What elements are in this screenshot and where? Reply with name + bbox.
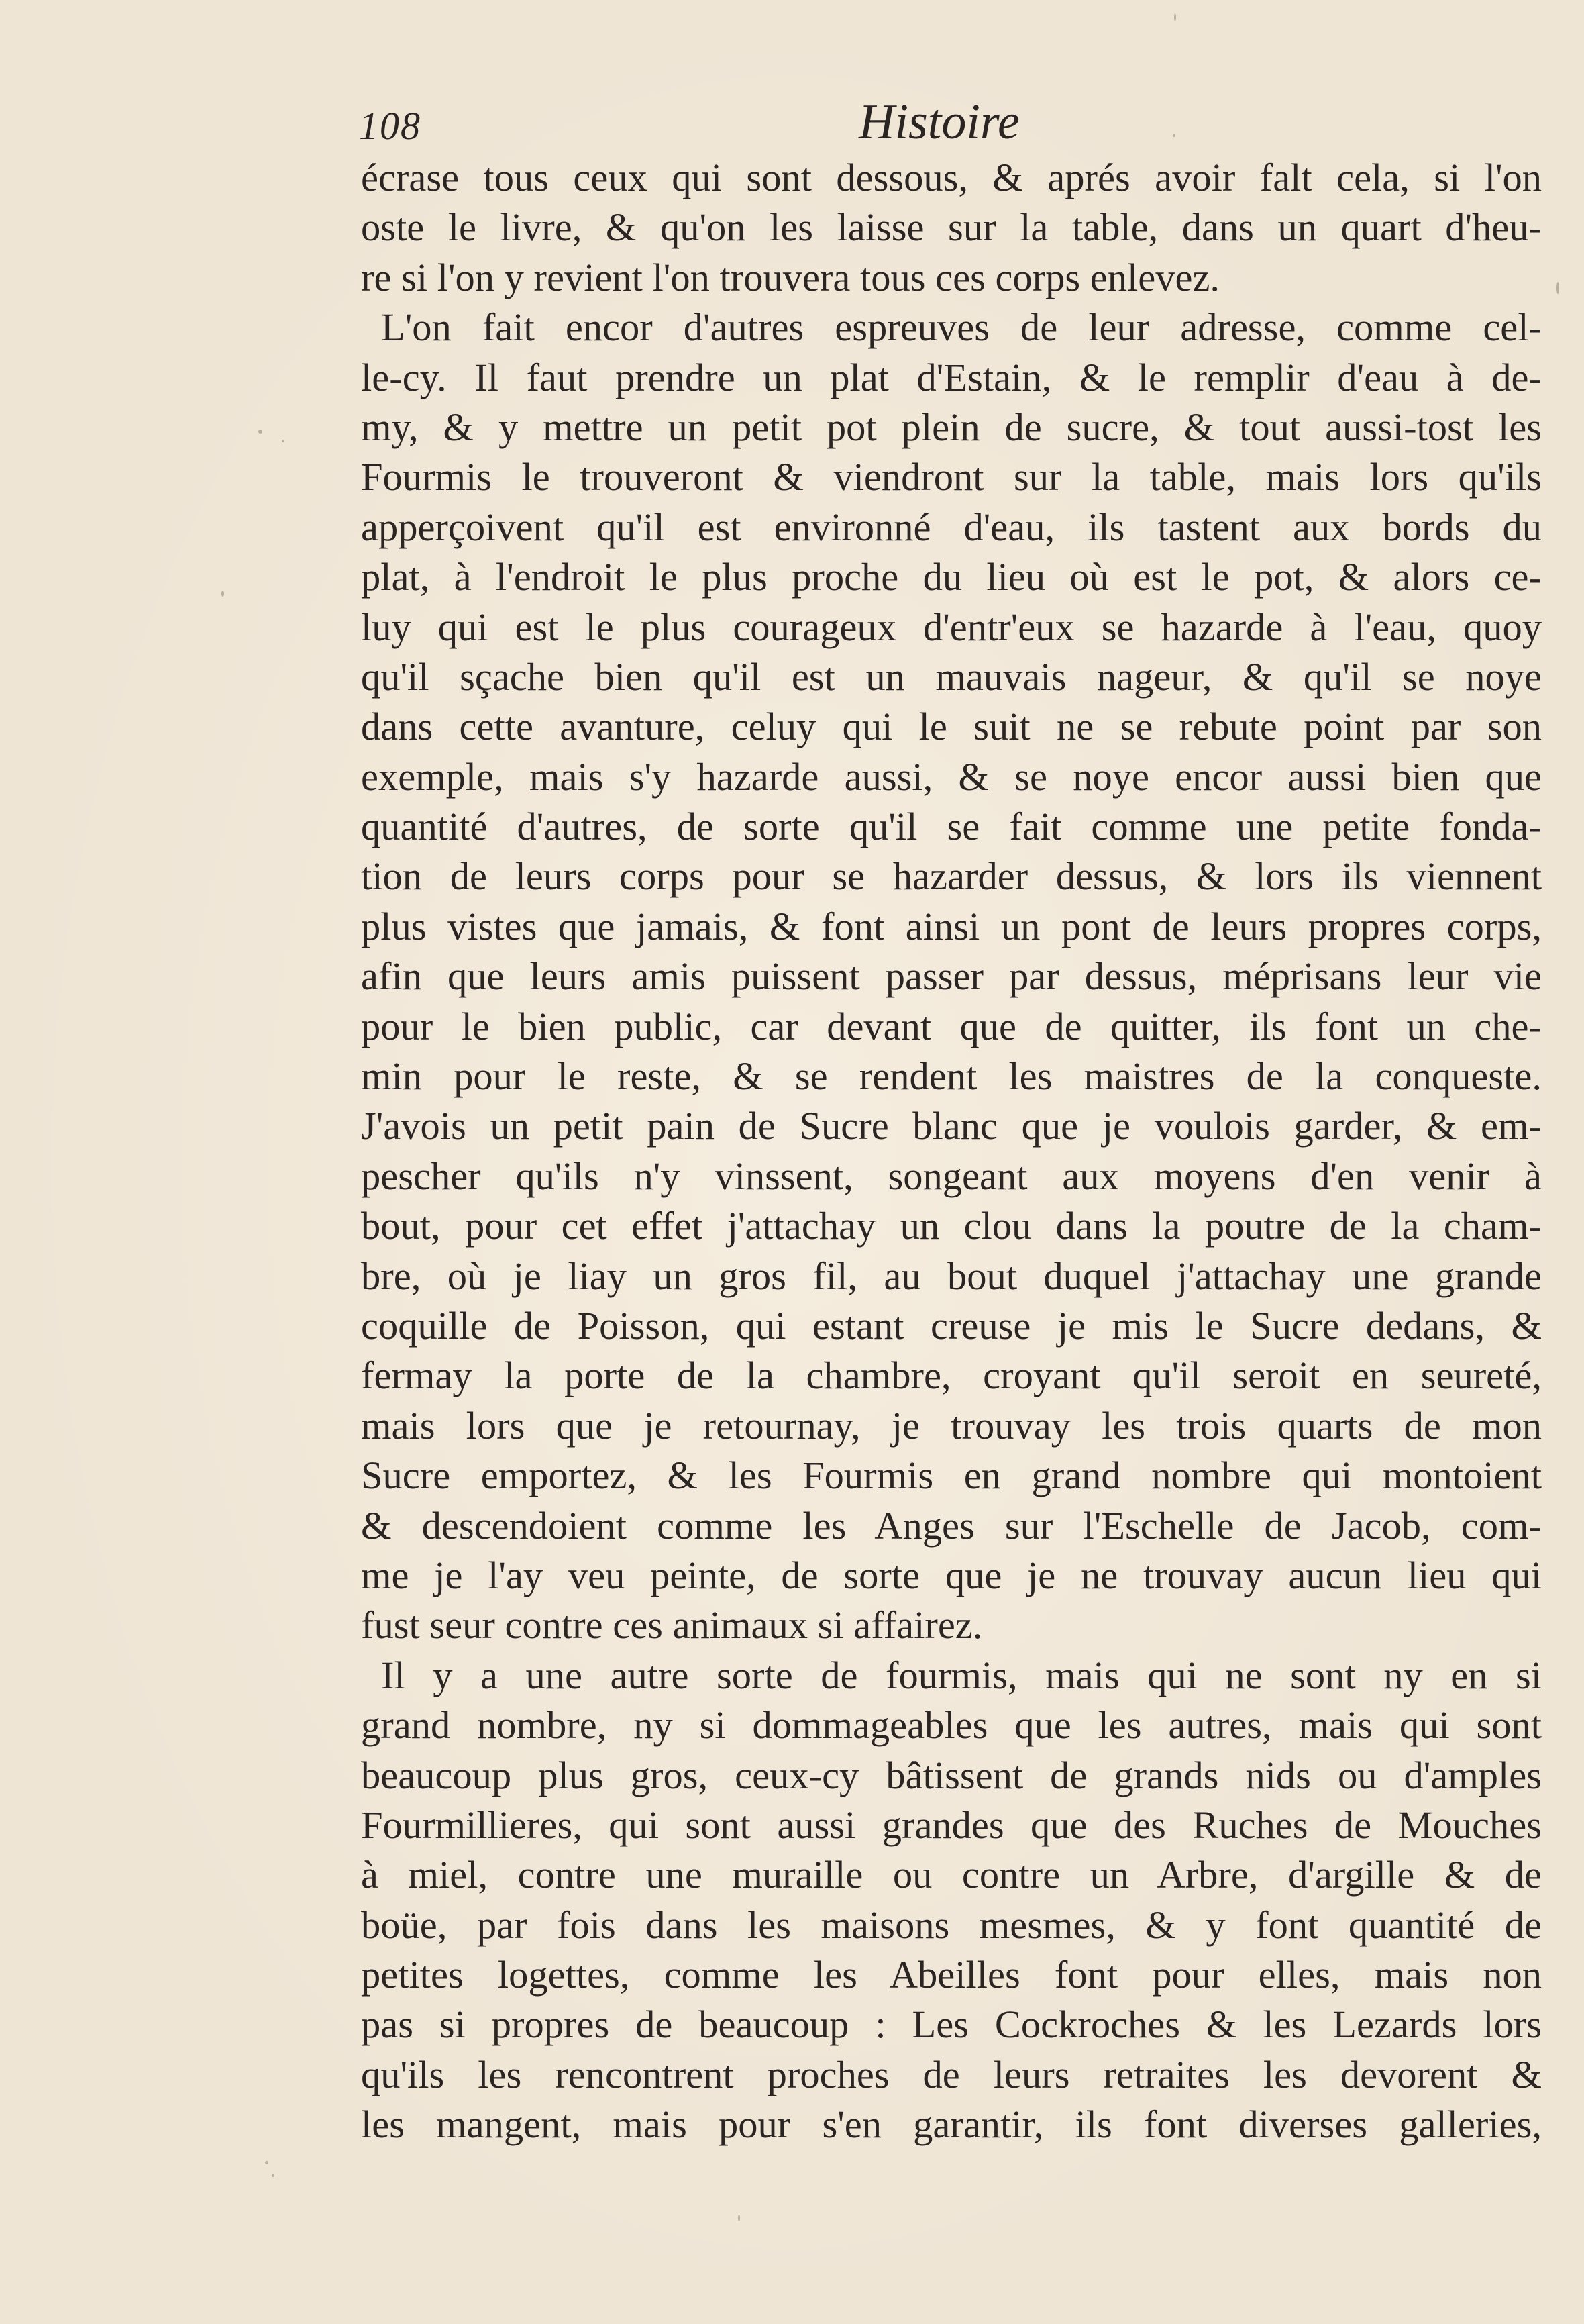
text-line: Fourmis le trouveront & viendront sur la table, mais lors qu'ils — [361, 455, 1542, 499]
paper-speck — [258, 430, 262, 434]
text-line: bout, pour cet effet j'attachay un clou dans la poutre de la cham- — [361, 1204, 1542, 1248]
text-line: tion de leurs corps pour se hazarder dessus, & lors ils viennent — [361, 854, 1542, 899]
text-line: J'avois un petit pain de Sucre blanc que je voulois garder, & em- — [361, 1104, 1542, 1148]
text-line: quantité d'autres, de sorte qu'il se fait comme une petite fonda- — [361, 805, 1542, 849]
text-line: coquille de Poisson, qui estant creuse je mis le Sucre dedans, & — [361, 1303, 1542, 1348]
text-line: fermay la porte de la chambre, croyant qu'il seroit en seureté, — [361, 1354, 1542, 1398]
text-line: bre, où je liay un gros fil, au bout duquel j'attachay une grande — [361, 1254, 1542, 1298]
paper-speck — [738, 2215, 740, 2221]
text-line: boüe, par fois dans les maisons mesmes, & y font quantité de — [361, 1903, 1542, 1947]
text-line: exemple, mais s'y hazarde aussi, & se noye encor aussi bien que — [361, 754, 1542, 799]
text-line: plus vistes que jamais, & font ainsi un pont de leurs propres corps, — [361, 904, 1542, 948]
text-line: pescher qu'ils n'y vinssent, songeant aux moyens d'en venir à — [361, 1154, 1542, 1198]
running-title: Histoire — [859, 95, 1020, 150]
running-head — [359, 94, 1567, 154]
text-line: à miel, contre une muraille ou contre un Arbre, d'argille & de — [361, 1853, 1542, 1897]
text-line: my, & y mettre un petit pot plein de sucre, & tout aussi-tost les — [361, 405, 1542, 449]
paper-speck — [221, 591, 224, 597]
text-line: afin que leurs amis puissent passer par dessus, méprisans leur vie — [361, 954, 1542, 999]
text-line: me je l'ay veu peinte, de sorte que je ne trouvay aucun lieu qui — [361, 1553, 1542, 1597]
text-line: Sucre emportez, & les Fourmis en grand nombre qui montoient — [361, 1454, 1542, 1498]
text-line: min pour le reste, & se rendent les maistres de la conqueste. — [361, 1054, 1542, 1099]
text-line: plat, à l'endroit le plus proche du lieu où est le pot, & alors ce- — [361, 555, 1542, 599]
text-line: petites logettes, comme les Abeilles font pour elles, mais non — [361, 1953, 1542, 1997]
text-line: oste le livre, & qu'on les laisse sur la table, dans un quart d'heu- — [361, 205, 1542, 250]
text-line: re si l'on y revient l'on trouvera tous ces corps enlevez. — [361, 255, 1220, 299]
text-line: grand nombre, ny si dommageables que les autres, mais qui sont — [361, 1703, 1542, 1748]
paper-speck — [1174, 13, 1176, 21]
text-line: luy qui est le plus courageux d'entr'eux se hazarde à l'eau, quoy — [361, 605, 1542, 649]
text-line: apperçoivent qu'il est environné d'eau, ils tastent aux bords du — [361, 505, 1542, 549]
text-line: qu'il sçache bien qu'il est un mauvais nageur, & qu'il se noye — [361, 654, 1542, 699]
text-line: écrase tous ceux qui sont dessous, & aprés avoir falt cela, si l'on — [361, 156, 1542, 199]
text-line: Fourmillieres, qui sont aussi grandes que des Ruches de Mouches — [361, 1803, 1542, 1847]
page-number: 108 — [359, 104, 421, 148]
text-line: les mangent, mais pour s'en garantir, ils font diverses galleries, — [361, 2103, 1542, 2147]
paper-speck — [1173, 134, 1175, 137]
paragraph-start-line: Il y a une autre sorte de fourmis, mais qui ne sont ny en si — [381, 1653, 1542, 1697]
paper-speck — [282, 440, 284, 442]
paper-speck — [272, 2174, 274, 2177]
text-line: & descendoient comme les Anges sur l'Eschelle de Jacob, com- — [361, 1503, 1542, 1548]
text-line: dans cette avanture, celuy qui le suit ne se rebute point par son — [361, 705, 1542, 749]
paper-speck — [265, 2161, 268, 2164]
text-line: fust seur contre ces animaux si affairez. — [361, 1603, 983, 1648]
text-line: beaucoup plus gros, ceux-cy bâtissent de grands nids ou d'amples — [361, 1753, 1542, 1797]
paper-speck — [1556, 282, 1559, 294]
text-line: pas si propres de beaucoup : Les Cockroches & les Lezards lors — [361, 2003, 1542, 2047]
text-line: mais lors que je retournay, je trouvay les trois quarts de mon — [361, 1403, 1542, 1448]
text-line: le-cy. Il faut prendre un plat d'Estain, & le remplir d'eau à de- — [361, 355, 1542, 399]
paragraph-start-line: L'on fait encor d'autres espreuves de leur adresse, comme cel- — [381, 305, 1542, 350]
text-line: qu'ils les rencontrent proches de leurs retraites les devorent & — [361, 2052, 1542, 2096]
text-line: pour le bien public, car devant que de quitter, ils font un che- — [361, 1004, 1542, 1048]
body-text — [361, 153, 1542, 2150]
